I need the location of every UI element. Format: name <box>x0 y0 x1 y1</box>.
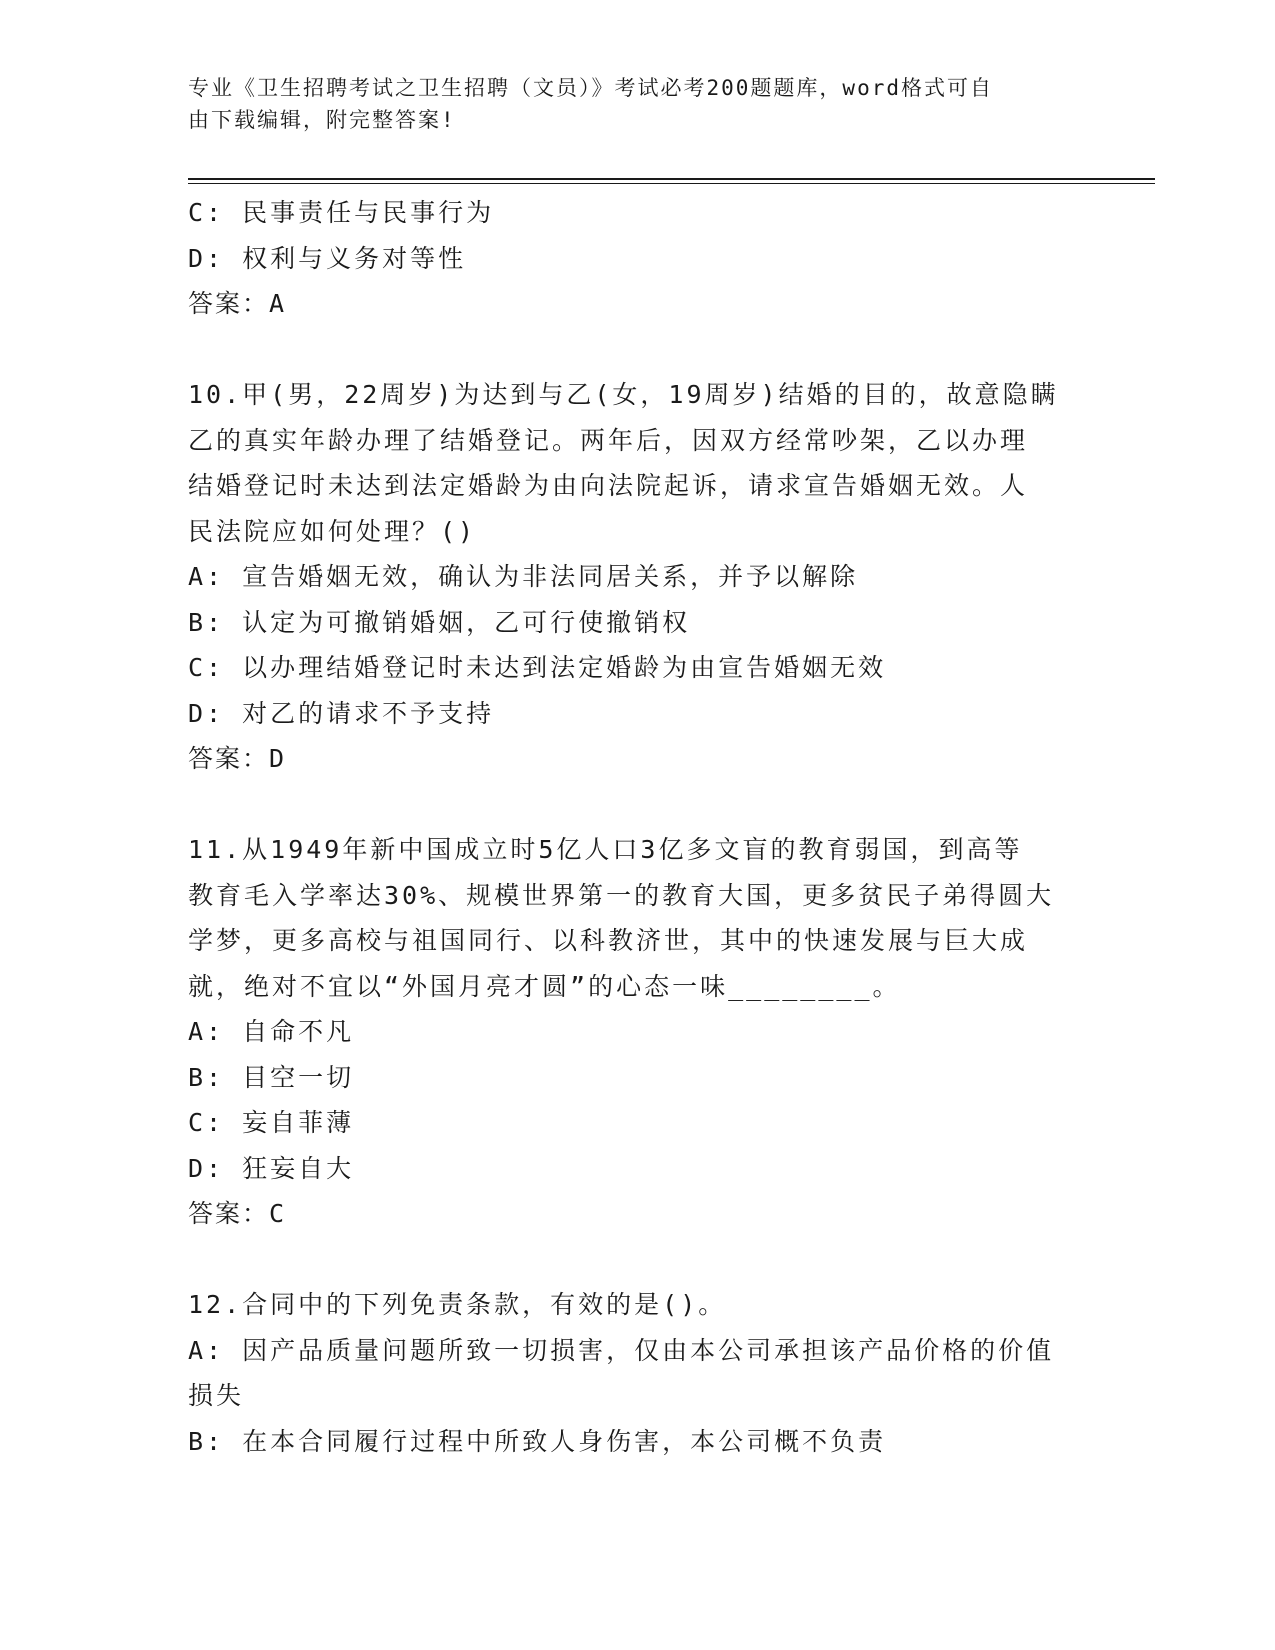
question-9 <box>188 190 1088 327</box>
question-stem: 结婚登记时未达到法定婚龄为由向法院起诉，请求宣告婚姻无效。人 <box>188 471 1029 500</box>
header-divider-thin <box>188 183 1155 184</box>
question-stem: 民法院应如何处理？() <box>188 516 477 546</box>
option-a: A: 宣告婚姻无效，确认为非法同居关系，并予以解除 <box>188 562 859 591</box>
question-stem: 12.合同中的下列免责条款，有效的是()。 <box>188 1290 727 1319</box>
answer: 答案：A <box>188 289 287 318</box>
option-a: A: 自命不凡 <box>188 1017 355 1046</box>
option-d: D: 狂妄自大 <box>188 1153 355 1183</box>
header-line: 专业《卫生招聘考试之卫生招聘（文员）》考试必考200题题库，word格式可自 <box>188 76 993 100</box>
spacer <box>188 327 1088 373</box>
question-content <box>188 190 1088 1464</box>
option-c: C: 妄自菲薄 <box>188 1108 355 1137</box>
option-b: B: 认定为可撤销婚姻，乙可行使撤销权 <box>188 607 691 637</box>
question-stem: 11.从1949年新中国成立时5亿人口3亿多文盲的教育弱国，到高等 <box>188 835 1023 864</box>
spacer <box>188 1237 1088 1283</box>
document-header <box>188 72 1088 136</box>
spacer <box>188 782 1088 828</box>
question-stem: 10.甲(男，22周岁)为达到与乙(女，19周岁)结婚的目的，故意隐瞒 <box>188 380 1059 409</box>
option-c: C: 以办理结婚登记时未达到法定婚龄为由宣告婚姻无效 <box>188 653 887 682</box>
answer: 答案：D <box>188 744 287 773</box>
option-b: B: 目空一切 <box>188 1062 355 1092</box>
question-stem: 乙的真实年龄办理了结婚登记。两年后，因双方经常吵架，乙以办理 <box>188 425 1029 455</box>
header-divider <box>188 178 1155 180</box>
option-c: C: 民事责任与民事行为 <box>188 198 495 227</box>
question-stem: 教育毛入学率达30%、规模世界第一的教育大国，更多贫民子弟得圆大 <box>188 880 1055 910</box>
question-11 <box>188 827 1088 1237</box>
option-d: D: 对乙的请求不予支持 <box>188 698 495 728</box>
answer: 答案：C <box>188 1199 287 1228</box>
question-10 <box>188 372 1088 782</box>
question-stem: 就，绝对不宜以“外国月亮才圆”的心态一味________。 <box>188 971 901 1001</box>
option-b: B: 在本合同履行过程中所致人身伤害，本公司概不负责 <box>188 1426 887 1456</box>
option-a-continued: 损失 <box>188 1381 245 1410</box>
question-12 <box>188 1282 1088 1464</box>
option-a: A: 因产品质量问题所致一切损害，仅由本公司承担该产品价格的价值 <box>188 1335 1055 1365</box>
option-d: D: 权利与义务对等性 <box>188 243 467 273</box>
question-stem: 学梦，更多高校与祖国同行、以科教济世，其中的快速发展与巨大成 <box>188 926 1029 955</box>
header-line: 由下载编辑，附完整答案! <box>188 108 456 132</box>
